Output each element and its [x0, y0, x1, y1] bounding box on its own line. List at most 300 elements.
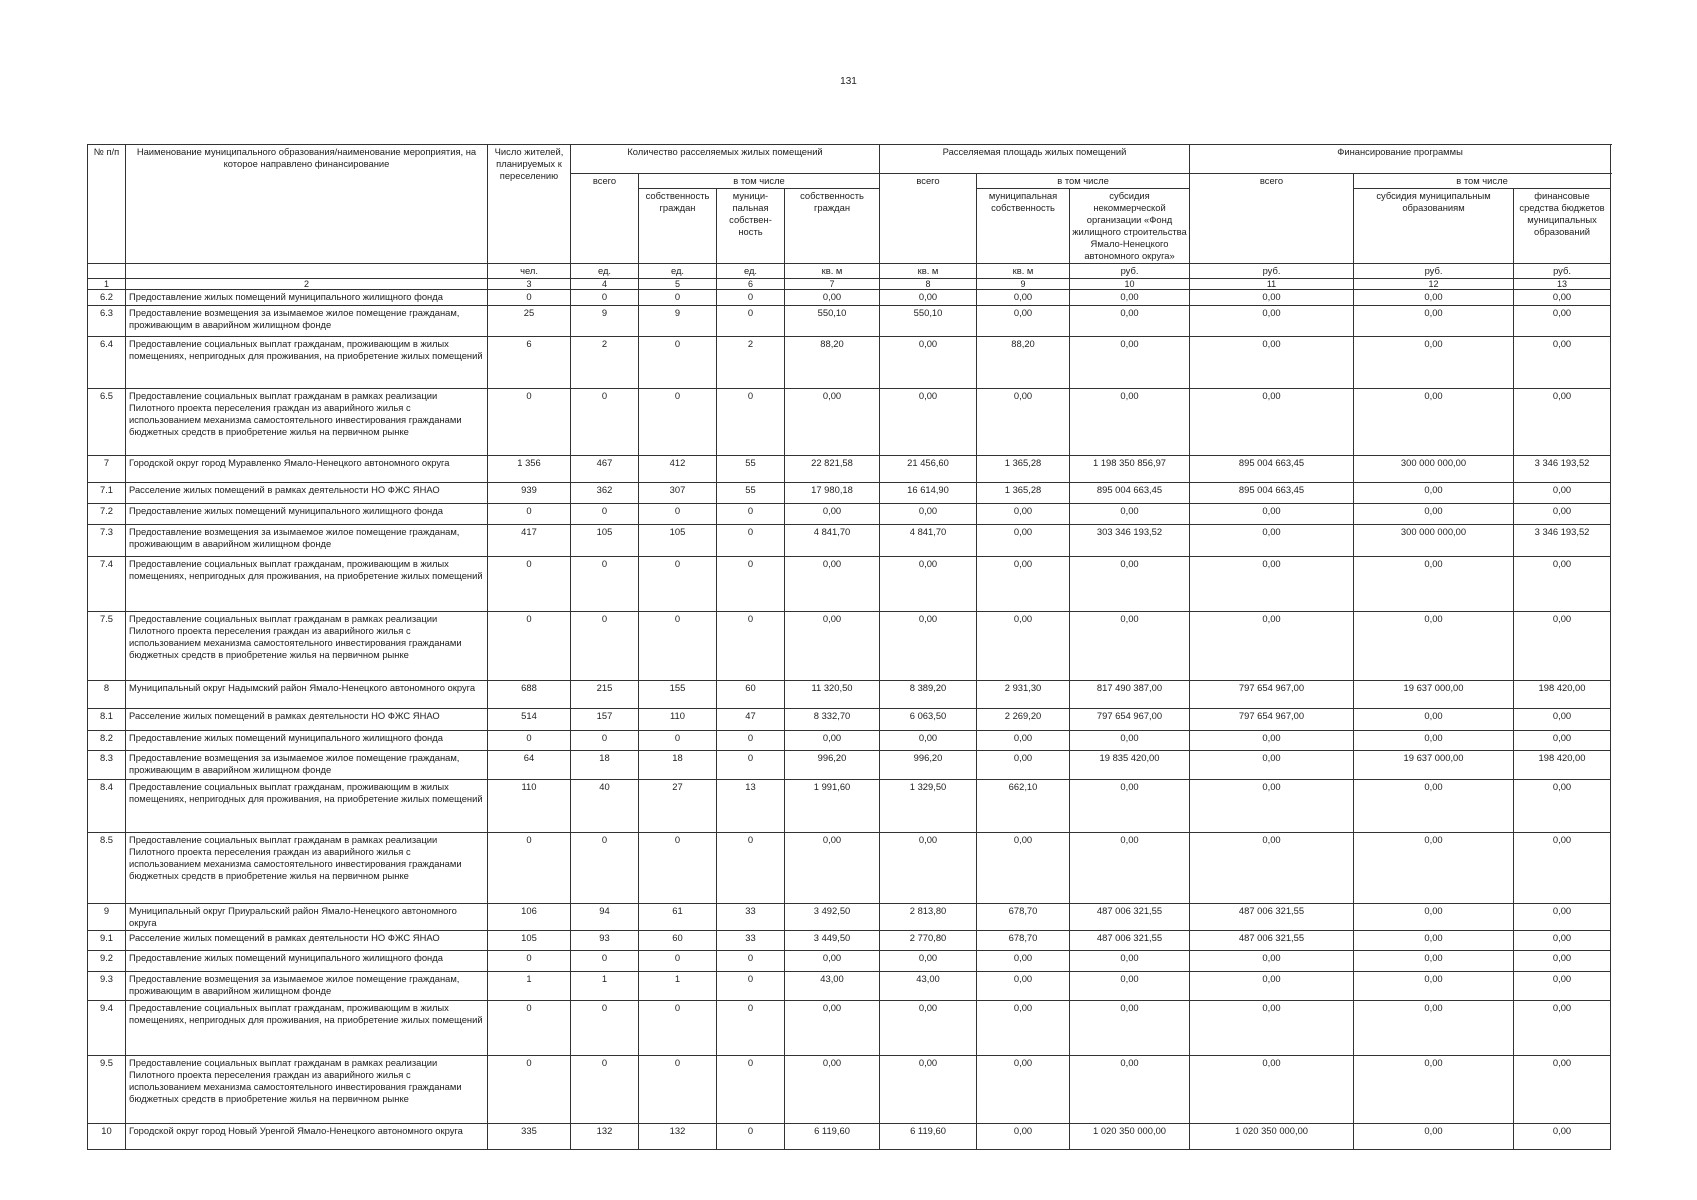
row-value: 3 346 193,52 [1514, 525, 1611, 557]
row-value: 335 [488, 1124, 571, 1150]
table-row [88, 780, 1611, 833]
row-value: 6 119,60 [785, 1124, 880, 1150]
row-number: 9.5 [88, 1056, 126, 1124]
row-value: 6 063,50 [880, 709, 977, 731]
row-number: 8.1 [88, 709, 126, 731]
row-value: 514 [488, 709, 571, 731]
row-value: 0 [717, 557, 785, 612]
row-number: 6.4 [88, 337, 126, 389]
table-row [88, 951, 1611, 972]
row-name: Городской округ город Новый Уренгой Ямало-Ненецкого автономного округа [126, 1124, 488, 1150]
header-finance-group: Финансирование программы [1190, 145, 1611, 174]
row-value: 0,00 [1354, 1124, 1514, 1150]
row-value: 8 332,70 [785, 709, 880, 731]
row-value: 0,00 [1514, 290, 1611, 306]
unit-cell: кв. м [785, 264, 880, 279]
row-value: 0,00 [977, 972, 1070, 1001]
row-value: 2 813,80 [880, 904, 977, 931]
row-name: Предоставление социальных выплат гражданам, проживающим в жилых помещениях, непригодных для проживания, на приобретение жилых помещений [126, 1001, 488, 1056]
row-name: Расселение жилых помещений в рамках деятельности НО ФЖС ЯНАО [126, 483, 488, 504]
row-value: 0 [571, 557, 639, 612]
table-row [88, 681, 1611, 709]
row-value: 110 [639, 709, 717, 731]
row-value: 0,00 [1514, 612, 1611, 681]
row-value: 0,00 [977, 306, 1070, 337]
row-value: 0,00 [785, 557, 880, 612]
row-value: 0 [488, 731, 571, 751]
row-number: 7.3 [88, 525, 126, 557]
unit-cell: руб. [1514, 264, 1611, 279]
row-value: 0,00 [880, 389, 977, 456]
row-value: 0,00 [880, 833, 977, 904]
row-number: 7.4 [88, 557, 126, 612]
row-value: 797 654 967,00 [1190, 709, 1354, 731]
row-value: 0,00 [880, 1056, 977, 1124]
header-subsidy-municipal: субсидия муниципальным образованиям [1354, 189, 1514, 264]
column-index: 6 [717, 279, 785, 290]
row-value: 19 835 420,00 [1070, 751, 1190, 780]
row-name: Предоставление возмещения за изымаемое жилое помещение гражданам, проживающим в аварийном жилищном фонде [126, 972, 488, 1001]
row-number: 7.2 [88, 504, 126, 525]
row-value: 155 [639, 681, 717, 709]
row-number: 8.5 [88, 833, 126, 904]
header-residents: Число жителей, планируемых к переселению [488, 145, 571, 264]
row-value: 0,00 [1354, 931, 1514, 951]
table-row [88, 504, 1611, 525]
row-value: 0,00 [977, 504, 1070, 525]
row-name: Расселение жилых помещений в рамках деятельности НО ФЖС ЯНАО [126, 709, 488, 731]
row-value: 40 [571, 780, 639, 833]
row-value: 1 198 350 856,97 [1070, 456, 1190, 483]
row-value: 0,00 [1514, 780, 1611, 833]
unit-cell: ед. [639, 264, 717, 279]
row-value: 0,00 [977, 951, 1070, 972]
row-name: Предоставление социальных выплат гражданам, проживающим в жилых помещениях, непригодных для проживания, на приобретение жилых помещений [126, 557, 488, 612]
row-value: 0 [639, 612, 717, 681]
row-value: 487 006 321,55 [1070, 904, 1190, 931]
page-number: 131 [840, 76, 857, 87]
row-value: 88,20 [977, 337, 1070, 389]
row-value: 0,00 [977, 1001, 1070, 1056]
row-value: 132 [639, 1124, 717, 1150]
row-value: 3 492,50 [785, 904, 880, 931]
unit-cell: ед. [571, 264, 639, 279]
row-number: 9.1 [88, 931, 126, 951]
row-value: 0,00 [1354, 904, 1514, 931]
row-value: 1 365,28 [977, 456, 1070, 483]
row-value: 0,00 [1514, 1124, 1611, 1150]
row-value: 33 [717, 904, 785, 931]
row-number: 8.4 [88, 780, 126, 833]
row-value: 0,00 [977, 612, 1070, 681]
row-number: 9 [88, 904, 126, 931]
header-name: Наименование муниципального образования/наименование мероприятия, на которое направлено финансирование [126, 145, 488, 264]
row-value: 0,00 [1354, 833, 1514, 904]
row-value: 0,00 [1190, 612, 1354, 681]
row-value: 0,00 [1354, 389, 1514, 456]
row-value: 18 [639, 751, 717, 780]
header-area-including: в том числе [977, 174, 1190, 189]
column-index: 11 [1190, 279, 1354, 290]
row-value: 33 [717, 931, 785, 951]
table-row [88, 557, 1611, 612]
unit-cell: руб. [1190, 264, 1354, 279]
row-name: Муниципальный округ Надымский район Ямало-Ненецкого автономного округа [126, 681, 488, 709]
row-value: 0,00 [1190, 389, 1354, 456]
row-value: 60 [639, 931, 717, 951]
row-value: 0,00 [1190, 731, 1354, 751]
row-value: 105 [639, 525, 717, 557]
row-value: 0 [717, 751, 785, 780]
row-value: 0,00 [785, 1056, 880, 1124]
row-value: 1 020 350 000,00 [1190, 1124, 1354, 1150]
row-value: 8 389,20 [880, 681, 977, 709]
row-value: 0 [488, 1001, 571, 1056]
row-value: 3 346 193,52 [1514, 456, 1611, 483]
row-value: 110 [488, 780, 571, 833]
row-number: 6.5 [88, 389, 126, 456]
row-value: 0,00 [1354, 1056, 1514, 1124]
table-row [88, 1124, 1611, 1150]
unit-cell: чел. [488, 264, 571, 279]
header-rooms-citizen: собственность граждан [639, 189, 717, 264]
row-value: 0,00 [785, 612, 880, 681]
header-subsidy-fund: субсидия некоммерческой организации «Фонд жилищного строительства Ямало-Ненецкого автономного округа» [1070, 189, 1190, 264]
row-value: 9 [571, 306, 639, 337]
row-value: 0,00 [1070, 389, 1190, 456]
row-value: 25 [488, 306, 571, 337]
row-value: 0,00 [977, 290, 1070, 306]
row-value: 0 [717, 525, 785, 557]
row-value: 678,70 [977, 931, 1070, 951]
row-value: 300 000 000,00 [1354, 525, 1514, 557]
row-value: 0 [717, 972, 785, 1001]
row-value: 198 420,00 [1514, 751, 1611, 780]
row-value: 1 [571, 972, 639, 1001]
row-value: 0 [639, 389, 717, 456]
row-value: 0,00 [1190, 780, 1354, 833]
row-value: 0,00 [1354, 972, 1514, 1001]
row-value: 0,00 [1514, 483, 1611, 504]
row-value: 467 [571, 456, 639, 483]
row-value: 0 [571, 290, 639, 306]
row-value: 0,00 [1070, 612, 1190, 681]
table-row [88, 306, 1611, 337]
row-value: 0,00 [1514, 557, 1611, 612]
row-name: Предоставление социальных выплат гражданам, проживающим в жилых помещениях, непригодных для проживания, на приобретение жилых помещений [126, 337, 488, 389]
row-value: 0 [717, 951, 785, 972]
row-value: 0 [717, 1124, 785, 1150]
row-value: 0 [717, 731, 785, 751]
row-value: 0,00 [977, 1124, 1070, 1150]
row-value: 0 [488, 389, 571, 456]
row-value: 0 [571, 389, 639, 456]
row-value: 996,20 [880, 751, 977, 780]
row-value: 895 004 663,45 [1190, 483, 1354, 504]
table-row [88, 833, 1611, 904]
row-value: 0,00 [1190, 951, 1354, 972]
row-value: 1 356 [488, 456, 571, 483]
row-number: 8 [88, 681, 126, 709]
row-value: 0,00 [977, 751, 1070, 780]
row-value: 0,00 [785, 731, 880, 751]
row-value: 0 [639, 504, 717, 525]
row-number: 9.2 [88, 951, 126, 972]
table-row [88, 709, 1611, 731]
row-value: 4 841,70 [785, 525, 880, 557]
row-name: Предоставление социальных выплат гражданам в рамках реализации Пилотного проекта переселения граждан из аварийного жилья с использованием механизма самостоятельного инвестирования гражданами бюджетных средств в приобретение жилья на первичном рынке [126, 1056, 488, 1124]
row-value: 0,00 [785, 1001, 880, 1056]
row-value: 0,00 [1070, 780, 1190, 833]
row-value: 0,00 [1354, 306, 1514, 337]
row-value: 0,00 [1070, 731, 1190, 751]
row-value: 0,00 [1190, 306, 1354, 337]
row-value: 0,00 [1514, 1056, 1611, 1124]
row-value: 9 [639, 306, 717, 337]
row-value: 16 614,90 [880, 483, 977, 504]
row-value: 0,00 [1514, 306, 1611, 337]
row-value: 817 490 387,00 [1070, 681, 1190, 709]
row-number: 7 [88, 456, 126, 483]
header-area-citizen: собственность граждан [785, 189, 880, 264]
row-value: 1 [488, 972, 571, 1001]
row-value: 0,00 [1190, 833, 1354, 904]
row-value: 0,00 [1070, 504, 1190, 525]
row-value: 0,00 [785, 504, 880, 525]
row-value: 0 [571, 1056, 639, 1124]
unit-cell: руб. [1070, 264, 1190, 279]
column-index: 10 [1070, 279, 1190, 290]
row-name: Муниципальный округ Приуральский район Ямало-Ненецкого автономного округа [126, 904, 488, 931]
header-budget-funds: финансовые средства бюджетов муниципальных образований [1514, 189, 1611, 264]
table-row [88, 483, 1611, 504]
row-value: 797 654 967,00 [1190, 681, 1354, 709]
row-value: 215 [571, 681, 639, 709]
units-row [88, 264, 1611, 279]
row-value: 27 [639, 780, 717, 833]
row-value: 0,00 [1354, 780, 1514, 833]
row-value: 0,00 [977, 557, 1070, 612]
row-value: 0 [717, 1056, 785, 1124]
row-value: 13 [717, 780, 785, 833]
row-value: 64 [488, 751, 571, 780]
row-value: 0,00 [785, 951, 880, 972]
row-value: 487 006 321,55 [1190, 931, 1354, 951]
row-value: 60 [717, 681, 785, 709]
row-value: 0,00 [1070, 833, 1190, 904]
row-value: 0,00 [1354, 337, 1514, 389]
row-value: 1 020 350 000,00 [1070, 1124, 1190, 1150]
row-value: 93 [571, 931, 639, 951]
row-value: 0,00 [977, 525, 1070, 557]
row-value: 47 [717, 709, 785, 731]
column-index: 13 [1514, 279, 1611, 290]
row-name: Предоставление жилых помещений муниципального жилищного фонда [126, 504, 488, 525]
row-name: Предоставление социальных выплат гражданам в рамках реализации Пилотного проекта переселения граждан из аварийного жилья с использованием механизма самостоятельного инвестирования гражданами бюджетных средств в приобретение жилья на первичном рынке [126, 389, 488, 456]
column-index: 4 [571, 279, 639, 290]
row-value: 1 329,50 [880, 780, 977, 833]
header-num: № п/п [88, 145, 126, 264]
row-value: 0,00 [1190, 557, 1354, 612]
column-index: 3 [488, 279, 571, 290]
unit-cell: кв. м [977, 264, 1070, 279]
table-row [88, 1056, 1611, 1124]
row-value: 55 [717, 456, 785, 483]
row-number: 7.1 [88, 483, 126, 504]
header-area-total: всего [880, 174, 977, 264]
row-value: 198 420,00 [1514, 681, 1611, 709]
row-value: 0 [571, 833, 639, 904]
row-value: 0 [717, 833, 785, 904]
row-value: 0 [488, 504, 571, 525]
row-value: 0,00 [1354, 483, 1514, 504]
row-value: 0,00 [977, 389, 1070, 456]
row-value: 0 [488, 1056, 571, 1124]
row-value: 0,00 [1190, 1056, 1354, 1124]
unit-cell: руб. [1354, 264, 1514, 279]
row-name: Расселение жилых помещений в рамках деятельности НО ФЖС ЯНАО [126, 931, 488, 951]
row-value: 17 980,18 [785, 483, 880, 504]
row-value: 0 [639, 833, 717, 904]
row-number: 7.5 [88, 612, 126, 681]
row-value: 0,00 [1354, 612, 1514, 681]
row-value: 0,00 [1190, 337, 1354, 389]
row-value: 0,00 [1514, 389, 1611, 456]
row-name: Предоставление возмещения за изымаемое жилое помещение гражданам, проживающим в аварийном жилищном фонде [126, 751, 488, 780]
row-value: 550,10 [880, 306, 977, 337]
row-value: 6 119,60 [880, 1124, 977, 1150]
row-value: 55 [717, 483, 785, 504]
row-name: Предоставление жилых помещений муниципального жилищного фонда [126, 951, 488, 972]
row-value: 939 [488, 483, 571, 504]
table-row [88, 525, 1611, 557]
header-area-municipal: муниципальная собственность [977, 189, 1070, 264]
row-value: 0,00 [880, 1001, 977, 1056]
row-value: 0,00 [977, 731, 1070, 751]
row-number: 8.2 [88, 731, 126, 751]
column-index: 7 [785, 279, 880, 290]
column-index: 9 [977, 279, 1070, 290]
row-value: 0,00 [785, 389, 880, 456]
row-value: 0,00 [977, 1056, 1070, 1124]
row-value: 0,00 [1070, 1001, 1190, 1056]
row-value: 132 [571, 1124, 639, 1150]
row-number: 10 [88, 1124, 126, 1150]
row-value: 550,10 [785, 306, 880, 337]
row-value: 19 637 000,00 [1354, 751, 1514, 780]
row-value: 0,00 [880, 951, 977, 972]
row-value: 0 [639, 1056, 717, 1124]
table-row [88, 1001, 1611, 1056]
row-value: 11 320,50 [785, 681, 880, 709]
row-value: 0 [571, 731, 639, 751]
column-index: 5 [639, 279, 717, 290]
column-index: 12 [1354, 279, 1514, 290]
row-value: 0 [571, 951, 639, 972]
row-value: 0,00 [1070, 290, 1190, 306]
row-value: 0,00 [1190, 972, 1354, 1001]
row-value: 4 841,70 [880, 525, 977, 557]
row-value: 0,00 [1514, 931, 1611, 951]
row-value: 0 [488, 290, 571, 306]
row-value: 0 [717, 1001, 785, 1056]
row-value: 0,00 [1514, 709, 1611, 731]
row-value: 2 [717, 337, 785, 389]
row-value: 0,00 [880, 612, 977, 681]
row-value: 0,00 [1354, 731, 1514, 751]
row-value: 0,00 [1354, 557, 1514, 612]
row-value: 0,00 [1514, 972, 1611, 1001]
row-value: 0,00 [1070, 972, 1190, 1001]
row-value: 0 [717, 612, 785, 681]
unit-cell: кв. м [880, 264, 977, 279]
row-value: 895 004 663,45 [1070, 483, 1190, 504]
row-value: 0 [639, 951, 717, 972]
header-area-group: Расселяемая площадь жилых помещений [880, 145, 1190, 174]
row-value: 106 [488, 904, 571, 931]
row-value: 0,00 [1354, 1001, 1514, 1056]
row-value: 43,00 [785, 972, 880, 1001]
table-row [88, 931, 1611, 951]
row-value: 0,00 [785, 833, 880, 904]
row-value: 6 [488, 337, 571, 389]
row-value: 0 [488, 612, 571, 681]
row-number: 9.3 [88, 972, 126, 1001]
row-value: 2 770,80 [880, 931, 977, 951]
row-value: 0,00 [1190, 504, 1354, 525]
row-value: 61 [639, 904, 717, 931]
row-value: 18 [571, 751, 639, 780]
table-row [88, 337, 1611, 389]
table-row [88, 456, 1611, 483]
row-value: 0,00 [1354, 951, 1514, 972]
column-index: 2 [126, 279, 488, 290]
row-value: 0 [717, 290, 785, 306]
row-value: 1 365,28 [977, 483, 1070, 504]
row-name: Предоставление социальных выплат гражданам, проживающим в жилых помещениях, непригодных для проживания, на приобретение жилых помещений [126, 780, 488, 833]
row-value: 94 [571, 904, 639, 931]
row-value: 0,00 [1514, 833, 1611, 904]
row-value: 0 [717, 504, 785, 525]
row-value: 0 [639, 557, 717, 612]
row-value: 0 [717, 306, 785, 337]
row-value: 0 [639, 1001, 717, 1056]
row-value: 0 [488, 557, 571, 612]
row-value: 157 [571, 709, 639, 731]
row-value: 0 [639, 731, 717, 751]
row-value: 0,00 [880, 504, 977, 525]
row-name: Предоставление жилых помещений муниципального жилищного фонда [126, 290, 488, 306]
table-row [88, 290, 1611, 306]
header-rooms-group: Количество расселяемых жилых помещений [571, 145, 880, 174]
row-value: 21 456,60 [880, 456, 977, 483]
row-value: 0,00 [1070, 306, 1190, 337]
row-value: 0,00 [1190, 751, 1354, 780]
unit-cell: ед. [717, 264, 785, 279]
row-value: 797 654 967,00 [1070, 709, 1190, 731]
row-value: 0 [639, 337, 717, 389]
row-value: 303 346 193,52 [1070, 525, 1190, 557]
row-value: 43,00 [880, 972, 977, 1001]
table-row [88, 751, 1611, 780]
row-value: 0 [717, 389, 785, 456]
column-index-row [88, 279, 1611, 290]
row-value: 0,00 [1514, 1001, 1611, 1056]
column-index: 8 [880, 279, 977, 290]
row-value: 19 637 000,00 [1354, 681, 1514, 709]
row-value: 0,00 [1070, 1056, 1190, 1124]
row-value: 0 [639, 290, 717, 306]
